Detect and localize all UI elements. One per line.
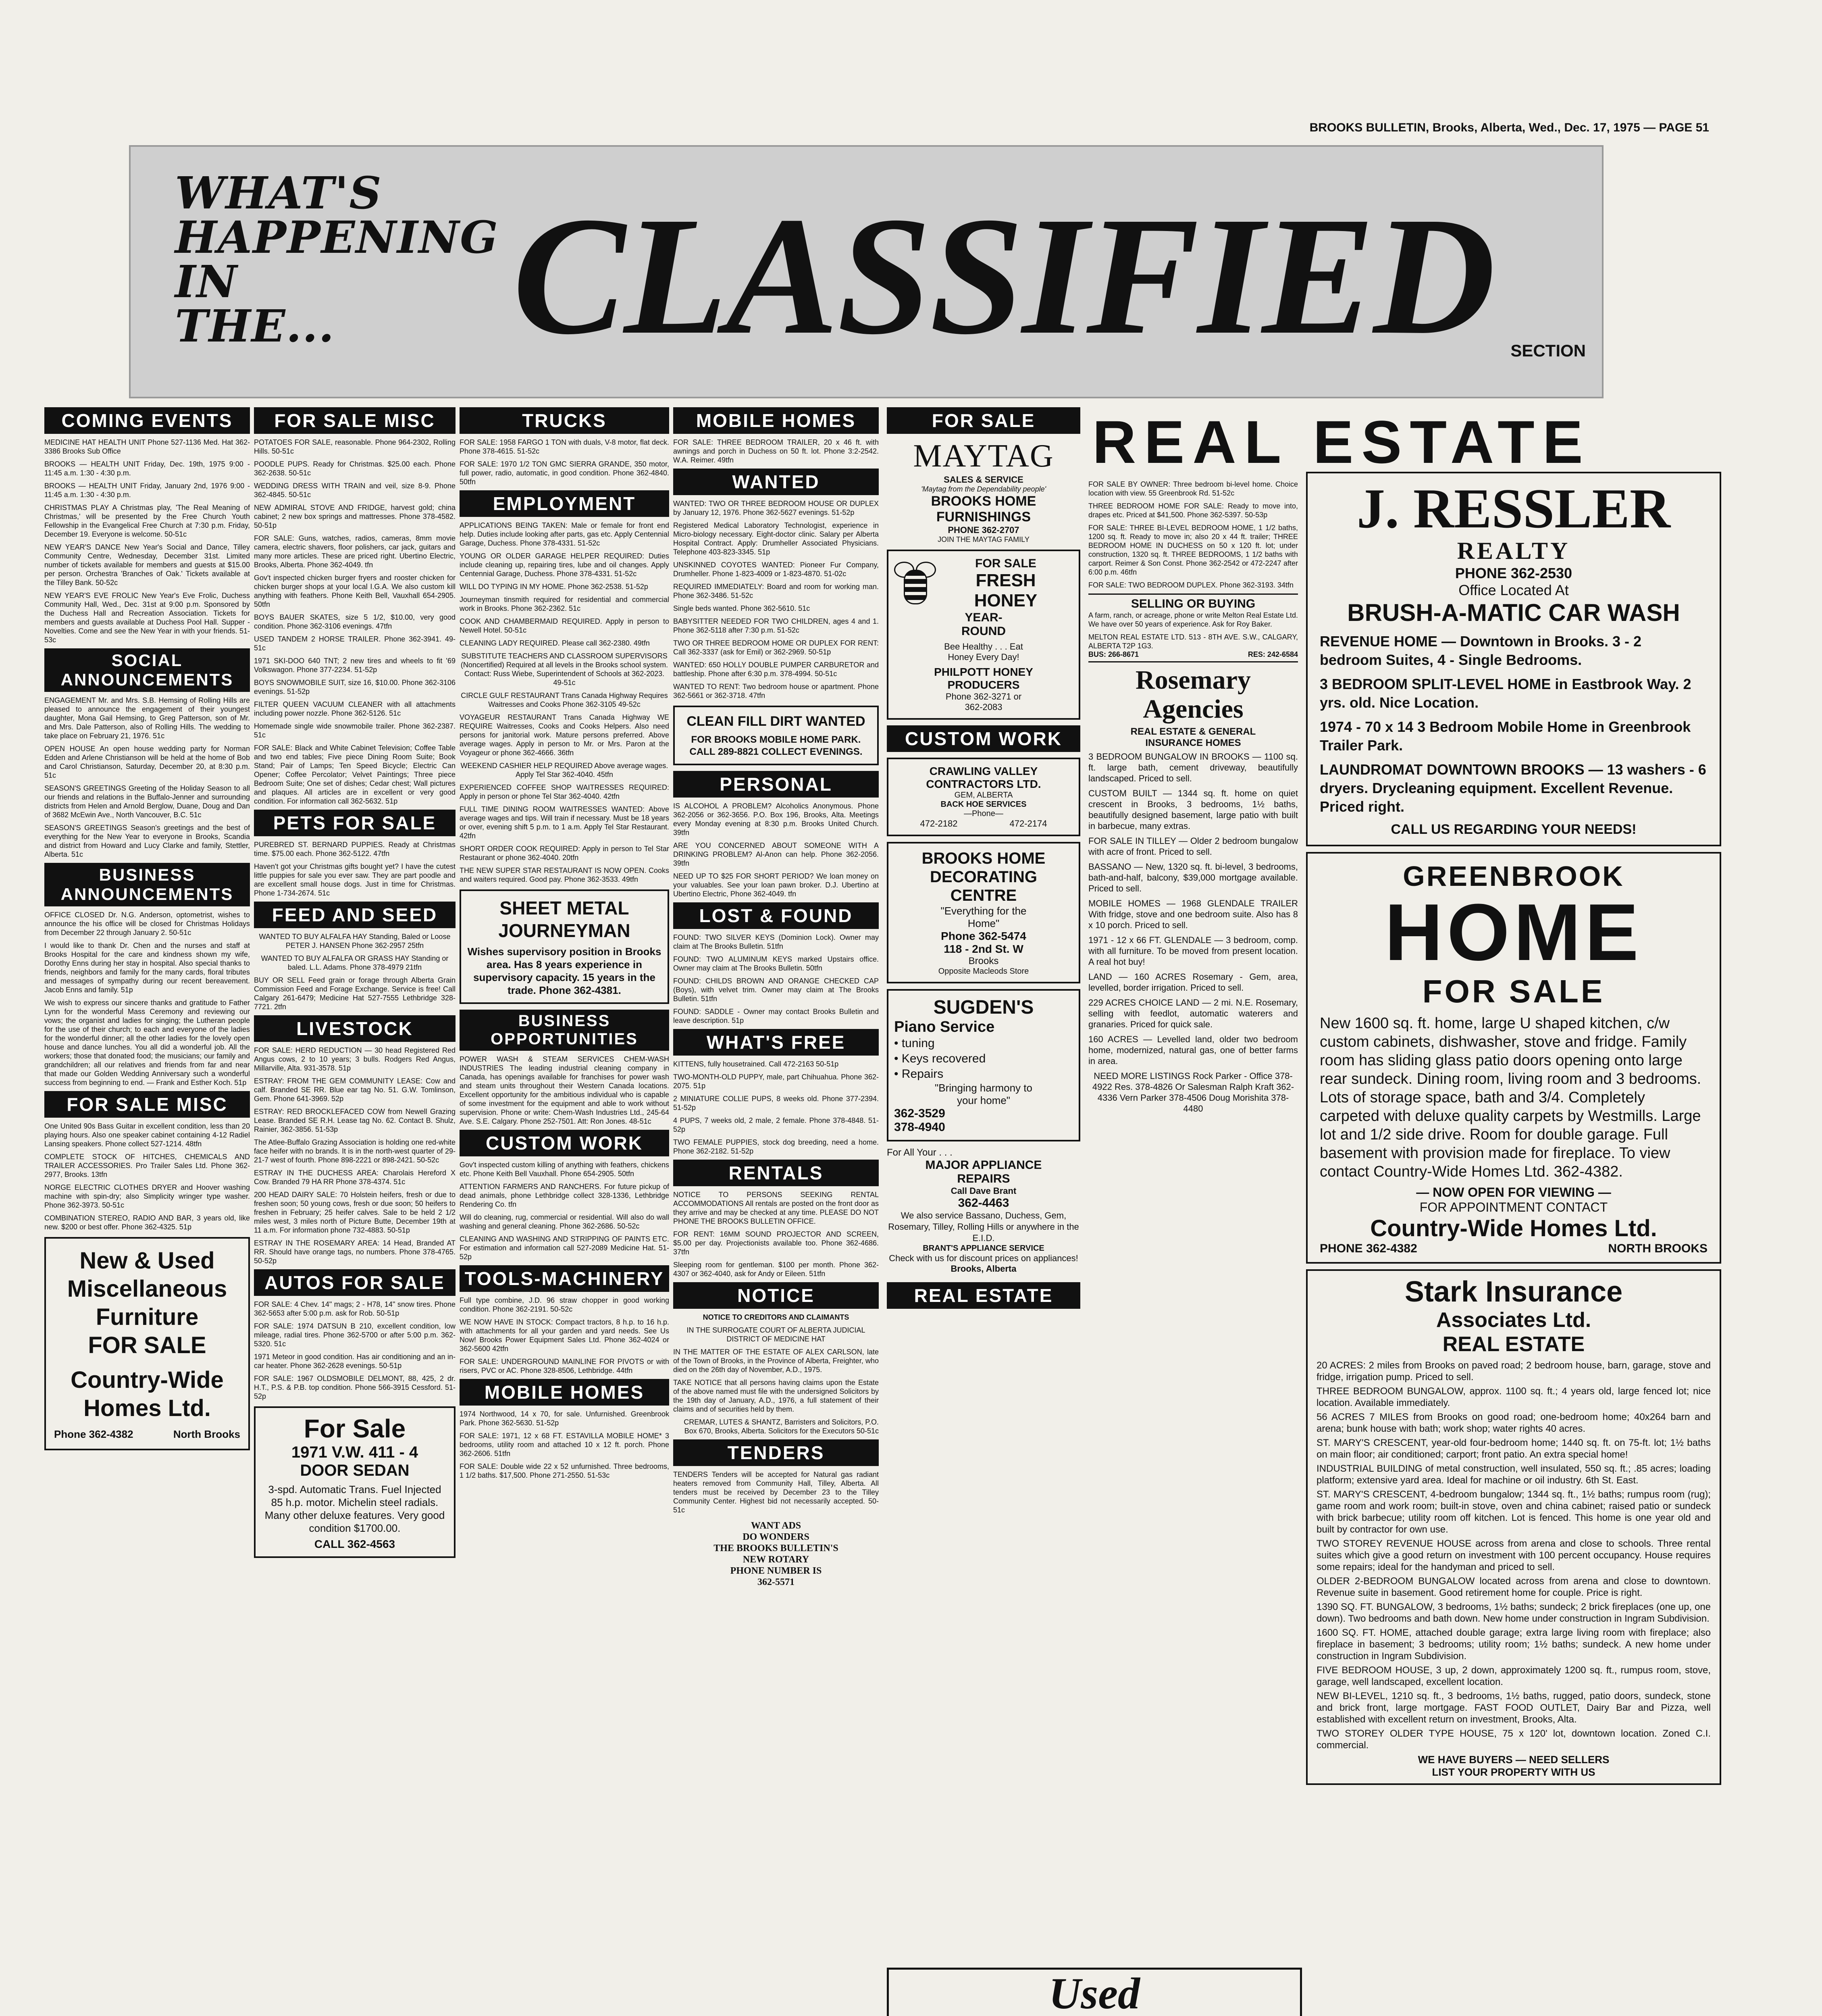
rosemary-listing: FOR SALE IN TILLEY — Older 2 bedroom bungalow with acre of front. Priced to sell.: [1088, 836, 1298, 857]
rosemary-listing: CUSTOM BUILT — 1344 sq. ft. home on quiet crescent in Brooks, 3 bedrooms, 1½ baths, beautifully designed basement, large patio with built in barbecue, many extras.: [1088, 788, 1298, 831]
section-header: TRUCKS: [460, 407, 669, 434]
section-header: SOCIAL ANNOUNCEMENTS: [44, 648, 250, 692]
sugden-bullet: • Repairs: [894, 1067, 944, 1081]
melton-body: A farm, ranch, or acreage, phone or write Melton Real Estate Ltd. We have over 50 years of experience. Ask for Roy Baker.: [1088, 611, 1298, 628]
classified-ad: POODLE PUPS. Ready for Christmas. $25.00 each. Phone 362-2638. 50-51c: [254, 460, 456, 477]
rosemary-listing: MOBILE HOMES — 1968 GLENDALE TRAILER With fridge, stove and one bedroom suite. Also has 8 x 10 porch. Priced to sell.: [1088, 898, 1298, 930]
classified-ad: TWO OR THREE BEDROOM HOME OR DUPLEX FOR RENT: Call 362-3337 (ask for Emil) or 362-2969. 50-51p: [673, 639, 879, 656]
honey-phone: Phone 362-3271 or: [945, 691, 1022, 702]
rosemary-listing: 3 BEDROOM BUNGALOW IN BROOKS — 1100 sq. ft. large bath, cement driveway, beautifully landscaped. Priced to sell.: [1088, 752, 1298, 783]
greenbrook-body: New 1600 sq. ft. home, large U shaped kitchen, c/w custom cabinets, dishwasher, stove and fridge. Family room has sliding glass patio doors opening onto large rear sundeck. Dining room, living room and 3 bedrooms. Lots of storage space, bath and 3/4. Completely carpeted with deluxe quality carpets by Westmills. Large lot and 1/2 side drive. Room for double garage. Full basement with provision made for fireplace. To view contact Country-Wide Homes Ltd. 362-4382.: [1320, 1015, 1701, 1180]
classified-ad: 1971 Meteor in good condition. Has air conditioning and an in-car heater. Phone 362-2628 evenings. 50-51p: [254, 1353, 456, 1370]
section-header: CUSTOM WORK: [460, 1130, 669, 1156]
crawling-phone: 472-2174: [1009, 818, 1047, 829]
classified-ad: PUREBRED ST. BERNARD PUPPIES. Ready at Christmas time. $75.00 each. Phone 362-5122. 47tfn: [254, 841, 456, 858]
stark-listing: TWO STOREY REVENUE HOUSE across from arena and close to schools. Three rental suites which give a good return on investment with 100 percent occupancy. House requires some repairs; ideal for the handyman and priced to sell.: [1317, 1538, 1711, 1572]
sugden-phone: 378-4940: [894, 1120, 945, 1134]
classified-ad: BABYSITTER NEEDED FOR TWO CHILDREN, ages 4 and 1. Phone 362-5118 after 7:30 p.m. 51-52c: [673, 617, 879, 634]
want-ads-line: DO WONDERS: [743, 1532, 809, 1542]
furniture-company: Homes Ltd.: [83, 1395, 211, 1421]
honey-ad: [887, 550, 1080, 720]
car-ad-model: DOOR SEDAN: [300, 1462, 410, 1479]
section-header: BUSINESS OPPORTUNITIES: [460, 1010, 669, 1051]
section-header: TENDERS: [673, 1439, 879, 1466]
bee-icon: [894, 558, 934, 610]
stark-listing: THREE BEDROOM BUNGALOW, approx. 1100 sq. ft.; 4 years old, large fenced lot; nice location. Available immediately.: [1317, 1386, 1711, 1408]
classified-ad: 2 MINIATURE COLLIE PUPS, 8 weeks old. Phone 377-2394. 51-52p: [673, 1095, 879, 1112]
classified-ad: FOR SALE BY OWNER: Three bedroom bi-level home. Choice location with view. 55 Greenbrook Rd. 51-52c: [1088, 480, 1298, 497]
classified-ad: Registered Medical Laboratory Technologist, experience in Micro-biology necessary. Eight-doctor clinic. Salary per Alberta Hospital Contract. Apply: Drumheller Associated Physicians. Telephone 403-823-3345. 51p: [673, 521, 879, 556]
classified-ad: OPEN HOUSE An open house wedding party for Norman Edden and Arlene Christianson will be held at the home of Bob and Carol Christianson, Saturday, December 20, at 8:30 p.m. 51c: [44, 745, 250, 779]
classified-ad: UNSKINNED COYOTES WANTED: Pioneer Fur Company, Drumheller. Phone 1-823-4009 or 1-823-4870. 51-02c: [673, 561, 879, 578]
column-2: [254, 403, 456, 2016]
stark-listing: TWO STOREY OLDER TYPE HOUSE, 75 x 120' lot, downtown location. Zoned C.I. commercial.: [1317, 1728, 1711, 1751]
sugden-bullet: • tuning: [894, 1037, 935, 1050]
stark-sub: REAL ESTATE: [1442, 1333, 1585, 1356]
stark-listing: OLDER 2-BEDROOM BUNGALOW located across from arena and close to downtown. Revenue suite in basement. Good retirement home for couple. Price is right.: [1317, 1576, 1711, 1598]
classified-ad: WANTED TO BUY ALFALFA OR GRASS HAY Standing or baled. L.L. Adams. Phone 378-4979 21tfn: [261, 954, 449, 971]
classified-ad: FOUND: TWO ALUMINUM KEYS marked Upstairs office. Owner may claim at The Brooks Bulletin. 50tfn: [673, 955, 879, 972]
classified-ad: SHORT ORDER COOK REQUIRED: Apply in person to Tel Star Restaurant or phone 362-4040. 20tfn: [460, 845, 669, 862]
classified-ad: WEDDING DRESS WITH TRAIN and veil, size 8-9. Phone 362-4845. 50-51c: [254, 482, 456, 499]
rosemary-agencies-ad: [1088, 666, 1298, 749]
classified-ad: KITTENS, fully housetrained. Call 472-2163 50-51p: [673, 1060, 839, 1068]
crawling-phone: 472-2182: [920, 818, 958, 829]
classified-ad: WEEKEND CASHIER HELP REQUIRED Above average wages. Apply Tel Star 362-4040. 45tfn: [460, 762, 668, 779]
classified-ad: OFFICE CLOSED Dr. N.G. Anderson, optometrist, wishes to announce the his office will be closed for Christmas Holidays from December 22 through January 2. 50-51c: [44, 911, 250, 937]
classified-ad: ARE YOU CONCERNED ABOUT SOMEONE WITH A DRINKING PROBLEM? Al-Anon can help. Phone 362-2056. 39tfn: [673, 841, 879, 867]
stark-list: LIST YOUR PROPERTY WITH US: [1432, 1766, 1595, 1778]
decorating-centre-ad: [887, 842, 1080, 983]
furniture-company: Country-Wide: [71, 1367, 224, 1393]
want-ads-phone: 362-5571: [757, 1577, 795, 1587]
classified-ad: THREE BEDROOM HOME FOR SALE: Ready to move into, drapes etc. Priced at $41,500. Phone 362-5397. 50-53p: [1088, 502, 1298, 519]
section-header: LIVESTOCK: [254, 1015, 456, 1042]
stark-listing: 56 ACRES 7 MILES from Brooks on good road; one-bedroom home; 40x264 barn and arena; bunk house with bath; work shop; water rights 40 acres.: [1317, 1412, 1711, 1434]
sheet-metal-ad: [460, 889, 669, 1004]
appliance-title: MAJOR APPLIANCE: [925, 1158, 1042, 1172]
greenbrook-company: Country-Wide Homes Ltd.: [1370, 1215, 1657, 1241]
classified-ad: Haven't got your Christmas gifts bought yet? I have the cutest little puppies for sale you ever saw. They are part poodle and are excellent small house dogs. Just in time for Christmas. Phone 1-734-2674. 51c: [254, 862, 456, 897]
honey-producer: PRODUCERS: [947, 679, 1020, 691]
classified-ad: FOR SALE: TWO BEDROOM DUPLEX. Phone 362-3193. 34tfn: [1088, 581, 1294, 589]
greenbrook-open: — NOW OPEN FOR VIEWING —: [1416, 1185, 1611, 1200]
classified-ad: I would like to thank Dr. Chen and the nurses and staff at Brooks Hospital for the care and kindness shown my wife, Dorothy Enns during her stay in hospital. Also special thanks to friends, neighbors and family for the many cards, floral tributes and messages of sympathy during our recent bereavement. Jacob Enns and family. 51p: [44, 941, 250, 994]
banner-title: CLASSIFIED: [512, 182, 1494, 369]
crawling-name: CONTRACTORS LTD.: [926, 778, 1041, 790]
rosemary-contact: NEED MORE LISTINGS Rock Parker - Office 378-4922 Res. 378-4826 Or Salesman Ralph Kraft 362-4336 Vern Parker 378-4506 Doug Morishita 378-4480: [1092, 1071, 1294, 1114]
section-header: WANTED: [673, 469, 879, 495]
classified-ad: YOUNG OR OLDER GARAGE HELPER REQUIRED: Duties include cleaning up, repairing tires, lube and oil changes. Apply Centennial Garage, Duchess. Phone 378-4331. 51-52c: [460, 552, 669, 578]
classified-ad: BROOKS — HEALTH UNIT Friday, Dec. 19th, 1975 9:00 - 11:45 a.m. 1:30 - 4:30 p.m.: [44, 460, 250, 477]
used-title: Used: [1048, 1969, 1140, 2016]
classified-ad: WILL DO TYPING IN MY HOME. Phone 362-2538. 51-52p: [460, 583, 648, 591]
stark-listing: ST. MARY'S CRESCENT, year-old four-bedroom home; 1440 sq. ft. on 75-ft. lot; 1½ baths on main floor; air conditioned; carport; front patio. An extra special home!: [1317, 1437, 1711, 1460]
section-header: FOR SALE MISC: [44, 1091, 250, 1118]
column-5: [887, 403, 1080, 2016]
classified-ad: BUY OR SELL Feed grain or forage through Alberta Grain Commission Feed and Forage Exchange. Service is free! Call Calgary 261-6479; Medicine Hat 527-7555 Lethbridge 328-7721. 2tfn: [254, 976, 456, 1011]
section-header: MOBILE HOMES: [673, 407, 879, 434]
sugden-slogan: "Bringing harmony to: [935, 1082, 1032, 1094]
maytag-store: FURNISHINGS: [936, 509, 1031, 525]
section-header: WHAT'S FREE: [673, 1029, 879, 1056]
classified-ad: ESTRAY: FROM THE GEM COMMUNITY LEASE: Cow and calf. Branded SE RR. Blue ear tag No. 51. G.W. Tomlinson, Gem. Phone 641-3969. 52p: [254, 1077, 456, 1103]
crawling-name: CRAWLING VALLEY: [929, 765, 1038, 777]
maytag-sub: SALES & SERVICE: [944, 475, 1023, 485]
column-4: [673, 403, 879, 2016]
section-header: EMPLOYMENT: [460, 490, 669, 517]
stark-name: Associates Ltd.: [1436, 1308, 1591, 1332]
classified-ad: ESTRAY IN THE ROSEMARY AREA: 14 Head, Branded AT RR. Should have orange tags, no numbers. Phone 378-4765. 50-52p: [254, 1239, 456, 1265]
classified-ad: WANTED TO RENT: Two bedroom house or apartment. Phone 362-5661 or 362-3718. 47tfn: [673, 683, 879, 700]
classified-ad: USED TANDEM 2 HORSE TRAILER. Phone 362-3941. 49-51c: [254, 635, 456, 652]
ressler-call: CALL US REGARDING YOUR NEEDS!: [1391, 822, 1637, 837]
classified-ad: We wish to express our sincere thanks and gratitude to Father Lynn for the wonderful Mass Ceremony and reviewing our vows; the organist and ladies for singing; the Lutheran people for the use of their church; to each and everyone of the ladies for the wonderful dinner; all the other ladies for the lovely open house and dance lunches. You all did a wonderful job. All the workers; those that donated food; the musicians; our family and grandchildren; all our relatives and friends from far and near that made our Golden Wedding Anniversary such a wonderful success from beginning to end. — Frank and Esther Koch. 51p: [44, 999, 250, 1087]
section-header: NOTICE: [673, 1282, 879, 1309]
decorating-slogan: "Everything for the: [940, 905, 1027, 917]
section-header: MOBILE HOMES: [460, 1379, 669, 1406]
decorating-name: BROOKS HOME: [921, 850, 1046, 867]
fill-dirt-title: CLEAN FILL DIRT WANTED: [686, 714, 865, 729]
appliance-intro: For All Your . . .: [887, 1147, 953, 1158]
section-header: REAL ESTATE: [887, 1282, 1080, 1309]
classified-ad: COMBINATION STEREO, RADIO AND BAR, 3 years old, like new. $200 or best offer. Phone 362-4325. 51p: [44, 1214, 250, 1231]
appliance-contact: Call Dave Brant: [951, 1186, 1017, 1196]
crawling-phone-label: —Phone—: [964, 809, 1003, 818]
classified-ad: SEASON'S GREETINGS Greeting of the Holiday Season to all our friends and relations in the Buffalo-Jenner and surrounding districts from Helen and Arnold Berglow, Duane, Doug and Dan of 3682 McEwin Ave., North Vancouver, B.C. 51c: [44, 784, 250, 819]
rosemary-listing: 160 ACRES — Levelled land, older two bedroom home, modernized, natural gas, one of better farms in area.: [1088, 1034, 1298, 1066]
car-ad-title: For Sale: [304, 1414, 406, 1443]
stark-insurance-ad: [1306, 1269, 1721, 1785]
sugden-bullet-text: tuning: [901, 1037, 935, 1050]
classified-ad: CIRCLE GULF RESTAURANT Trans Canada Highway Requires Waitresses and Cooks Phone 362-3105 49-52c: [461, 691, 668, 708]
classified-ad: ESTRAY: RED BROCKLEFACED COW from Newell Grazing Lease. Branded SE R.H. Lease tag No. 62. Contact B. Shulz, Rainier, 362-3856. 51-53p: [254, 1108, 456, 1133]
greenbrook-title: GREENBROOK: [1403, 860, 1624, 892]
classified-ad: FOR SALE: 1971, 12 x 68 FT. ESTAVILLA MOBILE HOME* 3 bedrooms, utility room and attached 10 x 12 ft. porch. Phone 362-2606. 51tfn: [460, 1432, 669, 1458]
section-header: FOR SALE: [887, 407, 1080, 434]
classified-ad: Gov't inspected chicken burger fryers and rooster chicken for chicken burger shops at your local I.G.A. We also custom kill anything with feathers. Phone Keith Bell, Vauxhall 654-2905. 50tfn: [254, 574, 456, 608]
classified-ad: ESTRAY IN THE DUCHESS AREA: Charolais Hereford X Cow. Branded 79 HA RR Phone 378-4374. 51c: [254, 1169, 456, 1186]
classified-ad: TENDERS Tenders will be accepted for Natural gas radiant heaters removed from Community Hall, Tilley, Alberta. All tenders must be received by December 23 to the Tilley Community Center. Highest bid not necessarily accepted. 50-51c: [673, 1470, 879, 1514]
classified-ad: FOR SALE: Double wide 22 x 52 unfurnished. Three bedrooms, 1 1/2 baths. $17,500. Phone 271-2550. 51-53c: [460, 1462, 669, 1479]
column-7: [1306, 472, 1721, 2016]
classified-ad: TAKE NOTICE that all persons having claims upon the Estate of the above named must file with the undersigned Solicitors by the 19th day of January, A.D., 1976, a full statement of their claims and of securities held by them.: [673, 1379, 879, 1413]
greenbrook-home-ad: [1306, 852, 1721, 1264]
classified-ad: IN THE MATTER OF THE ESTATE OF ALEX CARLSON, late of the Town of Brooks, in the Province of Alberta, Freighter, who died on the 26th day of November, A.D., 1975.: [673, 1348, 879, 1374]
classified-ad: SEASON'S GREETINGS Season's greetings and the best of everything for the New Year to everyone in Brooks, Scandia and district from Howard and Lucy Clarke and family, Stettler, Alberta. 51c: [44, 824, 250, 858]
honey-line: YEAR-: [965, 611, 1003, 624]
classified-ad: Single beds wanted. Phone 362-5610. 51c: [673, 604, 810, 612]
classified-ad: 200 HEAD DAIRY SALE: 70 Holstein heifers, fresh or due to freshen soon; 50 young cows, fresh or due soon; 50 heifers to freshen in February; 25 heifer calves. Sale to be held 2 1/2 miles west, 3 miles north of Picture Butte, December 19th at 11 a.m. For information phone 732-4883. 50-51p: [254, 1191, 456, 1234]
classified-ad: THE NEW SUPER STAR RESTAURANT IS NOW OPEN. Cooks and waiters required. Good pay. Phone 362-3533. 49tfn: [460, 866, 669, 883]
section-header: COMING EVENTS: [44, 407, 250, 434]
classified-ad: BROOKS — HEALTH UNIT Friday, January 2nd, 1976 9:00 - 11:45 a.m. 1:30 - 4:30 p.m.: [44, 482, 250, 499]
stark-listing: FIVE BEDROOM HOUSE, 3 up, 2 down, approximately 1200 sq. ft., rumpus room, stove, garage, well landscaped, excellent location.: [1317, 1665, 1711, 1687]
classified-ad: CREMAR, LUTES & SHANTZ, Barristers and Solicitors, P.O. Box 670, Brooks, Alberta. Solicitors for the Executors 50-51c: [684, 1418, 879, 1435]
sugden-piano-ad: [887, 989, 1080, 1141]
honey-slogan: Honey Every Day!: [948, 652, 1019, 662]
honey-phone: 362-2083: [965, 702, 1003, 712]
appliance-shop-note: Check with us for discount prices on appliances!: [889, 1253, 1078, 1263]
used-mobile-home-ad: [887, 1968, 1302, 2016]
classified-ad: FOR SALE: UNDERGROUND MAINLINE FOR PIVOTS or with risers, PVC or AC. Phone 328-8506, Lethbridge. 44tfn: [460, 1358, 669, 1375]
honey-producer: PHILPOTT HONEY: [934, 666, 1033, 678]
classified-ad: WANTED: 650 HOLLY DOUBLE PUMPER CARBURETOR and battleship. Phone after 6:30 p.m. 378-4994. 50-51c: [673, 661, 879, 678]
column-3: [460, 403, 669, 2016]
classified-ad: NEED UP TO $25 FOR SHORT PERIOD? We loan money on your valuables. See your loan pawn broker. D.J. Ubertino at Ubertino Electric, Phone 362-4049. tfn: [673, 872, 879, 898]
maytag-logo: MAYTAG: [913, 438, 1054, 474]
classified-ad: WANTED: TWO OR THREE BEDROOM HOUSE OR DUPLEX by January 12, 1976. Phone 362-5627 evenings. 51-52p: [673, 500, 879, 516]
classified-ad: POTATOES FOR SALE, reasonable. Phone 964-2302, Rolling Hills. 50-51c: [254, 438, 456, 455]
classified-ad: VOYAGEUR RESTAURANT Trans Canada Highway WE REQUIRE Waitresses, Cooks and Cooks Helpers. Also need persons for janitorial work. Mature persons preferred. Above average wages. Apply in person to Mr. or Mrs. Paron at the Voyageur or phone 362-4666. 36tfn: [460, 713, 669, 757]
decorating-town: Brooks: [968, 956, 999, 966]
classified-ad: 4 PUPS, 7 weeks old, 2 male, 2 female. Phone 378-4848. 51-52p: [673, 1116, 879, 1133]
greenbrook-town: NORTH BROOKS: [1608, 1242, 1708, 1255]
honey-line: FOR SALE: [975, 557, 1036, 570]
car-for-sale-ad: [254, 1406, 456, 1558]
ressler-listing: REVENUE HOME — Downtown in Brooks. 3 - 2 bedroom Suites, 4 - Single Bedrooms.: [1320, 633, 1642, 668]
furniture-line: Miscellaneous: [67, 1276, 227, 1302]
classified-ad: Homemade single wide snowmobile trailer. Phone 362-2387. 51c: [254, 722, 456, 739]
furniture-line: New & Used: [79, 1248, 215, 1274]
rosemary-sub: REAL ESTATE & GENERAL INSURANCE HOMES: [1130, 726, 1256, 748]
rosemary-listing: 229 ACRES CHOICE LAND — 2 mi. N.E. Rosemary, selling with feedlot, automatic waterers and granaries. Priced for quick sale.: [1088, 998, 1298, 1029]
want-ads-line: WANT ADS: [751, 1520, 801, 1531]
classified-ad: One United 90s Bass Guitar in excellent condition, less than 20 playing hours. Also one speaker cabinet containing 4-12 Radiel Lansing speakers. Phone collect 527-1214. 48tfn: [44, 1122, 250, 1148]
classified-ad: NEW YEAR'S DANCE New Year's Social and Dance, Tilley Community Centre, Wednesday, December 31st. Limited number of tickets available for members and guests at $15.00 per person. Orchestra 'Branches of Oak.' Tickets available at the Tilley Bank. 50-52c: [44, 543, 250, 587]
classified-ad: Gov't inspected custom killing of anything with feathers, chickens etc. Phone Keith Bell Vauxhall. Phone 654-2905. 50tfn: [460, 1161, 669, 1178]
section-header: CUSTOM WORK: [887, 725, 1080, 752]
classified-ad: Full type combine, J.D. 96 straw chopper in good working condition. Phone 362-2191. 50-52c: [460, 1296, 669, 1313]
melton-bus-phone: BUS: 266-8671: [1088, 650, 1139, 658]
crawling-town: GEM, ALBERTA: [954, 791, 1013, 800]
rosemary-listing: BASSANO — New, 1320 sq. ft. bi-level, 3 bedrooms, bath-and-half, balcony, $39,000 mortgage available. Priced to sell.: [1088, 862, 1298, 893]
appliance-repair-ad: [887, 1147, 1080, 1274]
stark-name: Stark Insurance: [1404, 1276, 1623, 1308]
section-header: TOOLS-MACHINERY: [460, 1265, 669, 1292]
decorating-name: CENTRE: [950, 887, 1017, 904]
sugden-name: SUGDEN'S: [933, 997, 1034, 1018]
classified-ad: FOR SALE: 1967 OLDSMOBILE DELMONT, 88, 425, 2 dr. H.T., P.S. & P.B. top condition. Phone 566-3915 Cessford. 51-52p: [254, 1375, 456, 1400]
sheet-metal-body: Wishes supervisory position in Brooks area. Has 8 years experience in supervisory capacity. 15 years in the trade. Phone 362-4381.: [467, 946, 661, 996]
maytag-ad: [887, 438, 1080, 544]
ressler-name: J. RESSLER: [1356, 477, 1671, 540]
ressler-listing: LAUNDROMAT DOWNTOWN BROOKS — 13 washers - 6 dryers. Drycleaning equipment. Excellent Revenue. Priced right.: [1320, 761, 1706, 815]
banner-section: SECTION: [1510, 341, 1586, 360]
appliance-body: We also service Bassano, Duchess, Gem, Rosemary, Tilley, Rolling Hills or anywhere in the E.I.D.: [888, 1210, 1079, 1243]
ressler-realty-ad: [1306, 472, 1721, 846]
sugden-slogan: your home": [957, 1094, 1011, 1106]
rosemary-name: Agencies: [1143, 694, 1244, 724]
section-header: PETS FOR SALE: [254, 810, 456, 836]
classified-ad: FOUND: CHILDS BROWN AND ORANGE CHECKED CAP (Boys), with velvet trim. Owner may claim at The Brooks Bulletin. 51tfn: [673, 977, 879, 1003]
classified-ad: FOR SALE: THREE BEDROOM TRAILER, 20 x 46 ft. with awnings and porch in Duchess on 50 ft. lot. Phone 3:2-2542. W.A. Reimer. 49tfn: [673, 438, 879, 464]
honey-slogan: Bee Healthy . . . Eat: [944, 641, 1023, 652]
fill-dirt-body: FOR BROOKS MOBILE HOME PARK. CALL 289-8821 COLLECT EVENINGS.: [689, 734, 863, 757]
melton-ad: [1088, 594, 1298, 662]
maytag-slogan: 'Maytag from the Dependability people': [921, 485, 1046, 493]
classified-ad: FILTER QUEEN VACUUM CLEANER with all attachments including power nozzle. Phone 362-5126. 51c: [254, 700, 456, 717]
melton-res-phone: RES: 242-6584: [1248, 650, 1298, 658]
classified-ad: MEDICINE HAT HEALTH UNIT Phone 527-1136 Med. Hat 362-3386 Brooks Sub Office: [44, 438, 250, 455]
classified-ad: BOYS SNOWMOBILE SUIT, size 16, $10.00. Phone 362-3106 evenings. 51-52p: [254, 679, 456, 696]
honey-line: FRESH: [975, 571, 1036, 590]
want-ads-line: PHONE NUMBER IS: [730, 1566, 822, 1576]
car-ad-body: 3-spd. Automatic Trans. Fuel Injected 85 h.p. motor. Michelin steel radials. Many other deluxe features. Very good condition $1700.00.: [264, 1483, 445, 1534]
melton-title: SELLING OR BUYING: [1131, 597, 1256, 610]
ressler-phone: PHONE 362-2530: [1455, 565, 1572, 581]
classified-ad: APPLICATIONS BEING TAKEN: Male or female for front end help. Duties include looking after parts, gas etc. Apply Centennial Garage, Duchess. Phone 378-4331. 51-52c: [460, 521, 669, 547]
crawling-valley-ad: [887, 758, 1080, 836]
sugden-bullet-text: Keys recovered: [901, 1052, 986, 1065]
classified-ad: 1974 Northwood, 14 x 70, for sale. Unfurnished. Greenbrook Park. Phone 362-5630. 51-52p: [460, 1410, 669, 1427]
classified-ad: NORGE ELECTRIC CLOTHES DRYER and Hoover washing machine with spin-dry; also Simplicity wringer type washer. Phone 362-3973. 50-51c: [44, 1183, 250, 1209]
classified-ad: CLEANING AND WASHING AND STRIPPING OF PAINTS ETC. For estimation and information call 527-2089 Medicine Hat. 51-52p: [460, 1235, 669, 1261]
classified-ad: FOR SALE: 1974 DATSUN B 210, excellent condition, low mileage, radial tires. Phone 362-5700 or after 5:00 p.m. 362-5320. 51c: [254, 1322, 456, 1348]
classified-ad: FOUND: SADDLE - Owner may contact Brooks Bulletin and leave description. 51p: [673, 1008, 879, 1025]
classified-ad: FULL TIME DINING ROOM WAITRESSES WANTED: Above average wages and tips. Will train if necessary. Must be 18 years or over, evening shift 5 p.m. to 1 a.m. Apply Tel Star Restaurant. 42tfn: [460, 805, 669, 840]
classified-ad: WANTED TO BUY ALFALFA HAY Standing, Baled or Loose PETER J. HANSEN Phone 362-2957 25tfn: [259, 933, 451, 950]
ressler-realty: REALTY: [1457, 537, 1570, 564]
classified-ad: The Atlee-Buffalo Grazing Association is holding one red-white face heifer with no brands. It is in the north-west quarter of 29-21-7 west of fourth. Phone 898-2221 or 898-2421. 50-52c: [254, 1138, 456, 1164]
section-header: PERSONAL: [673, 771, 879, 798]
stark-listing: ST. MARY'S CRESCENT, 4-bedroom bungalow; 1344 sq. ft., 1½ baths; rumpus room (rug); game room and work room; built-in stove, oven and china cabinet; raised patio or sundeck with brick barbecue; utility room off kitchen. Lot is fenced. This home is one year old and built by contractor for own use.: [1317, 1489, 1711, 1535]
greenbrook-appt: FOR APPOINTMENT CONTACT: [1419, 1200, 1608, 1214]
appliance-phone: 362-4463: [958, 1196, 1009, 1210]
furniture-line: FOR SALE: [88, 1332, 206, 1358]
fill-dirt-ad: [673, 706, 879, 765]
classified-ad: COOK AND CHAMBERMAID REQUIRED. Apply in person to Newell Hotel. 50-51c: [460, 617, 669, 634]
classified-ad: FOR SALE: Black and White Cabinet Television; Coffee Table and two end tables; Five piece Dining Room Suite; Book Stand; Pair of Lamps; Ten Speed Bicycle; Electric Can Opener; Coffee Percolator; Velvet Paintings; Three piece Bedroom Suite; One set of dishes; Cedar chest; Wall pictures and plaques. All articles are in excellent or very good condition. For information call 362-5632. 51p: [254, 744, 456, 805]
classified-ad: IS ALCOHOL A PROBLEM? Alcoholics Anonymous. Phone 362-2056 or 362-3656. P.O. Box 196, Brooks, Alta. Meetings every Monday evening at 8:30 p.m. Brooks United Church. 39tfn: [673, 802, 879, 837]
sugden-service: Piano Service: [894, 1018, 995, 1035]
classified-ad: TWO FEMALE PUPPIES, stock dog breeding, need a home. Phone 362-2182. 51-52p: [673, 1138, 879, 1155]
classified-ad: ATTENTION FARMERS AND RANCHERS. For future pickup of dead animals, phone Lethbridge collect 328-1336, Lethbridge Rendering Co. tfn: [460, 1183, 669, 1208]
classified-ad: EXPERIENCED COFFEE SHOP WAITRESSES REQUIRED: Apply in person or phone Tel Star 362-4040. 42tfn: [460, 783, 669, 800]
decorating-name: DECORATING: [930, 868, 1037, 886]
sugden-bullet-text: Repairs: [901, 1067, 944, 1081]
stark-listing: 1600 SQ. FT. HOME, attached double garage; extra large living room with fireplace; also fireplace in basement; 3 bedrooms; utility room; 1½ baths; sundeck. A new home under construction in Ingram Subdivision.: [1317, 1627, 1711, 1662]
classified-ad: FOR SALE: THREE BI-LEVEL BEDROOM HOME, 1 1/2 baths, 1200 sq. ft. Ready to move in; also 20 x 44 ft. trailer; THREE BEDROOM HOME IN DUCHESS on 50 x 120 ft. lot; under construction, 1320 sq. ft. THREE BEDROOMS, 1 1/2 baths with carport. Reimer & Son Const. Phone 362-2542 or 472-2247 after 6:00 p.m. 46tfn: [1088, 524, 1298, 576]
honey-line: HONEY: [974, 591, 1038, 610]
rosemary-name: Rosemary: [1136, 665, 1251, 695]
classified-ad: POWER WASH & STEAM SERVICES CHEM-WASH INDUSTRIES The leading industrial cleaning company in Canada, has openings available for franchises for power wash and steam units throughout their Western Canada locations. Excellent opportunity for the ambitious individual who is capable of some investment for the equipment and able to work without supervision. Phone or write: Chem-Wash Industries Ltd., 245-64 Ave. S.E. Calgary. Phone 252-7501. Att: Ron Jones. 48-51c: [460, 1055, 669, 1125]
maytag-store: BROOKS HOME: [931, 494, 1036, 509]
crawling-service: BACK HOE SERVICES: [940, 800, 1027, 809]
page-folio: BROOKS BULLETIN, Brooks, Alberta, Wed., Dec. 17, 1975 — PAGE 51: [1309, 121, 1709, 134]
furniture-phone: Phone 362-4382: [54, 1428, 133, 1440]
section-header: FEED AND SEED: [254, 902, 456, 928]
ressler-location: BRUSH-A-MATIC CAR WASH: [1347, 599, 1680, 626]
stark-listing: 1390 SQ. FT. BUNGALOW, 3 bedrooms, 1½ baths; sundeck; 2 brick fireplaces (one up, one down). Two bedrooms and bath down. New home under construction in Ingram Subdivision.: [1317, 1602, 1711, 1624]
greenbrook-title: FOR SALE: [1422, 973, 1605, 1009]
classified-ad: FOR SALE: 1958 FARGO 1 TON with duals, V-8 motor, flat deck. Phone 378-4615. 51-52c: [460, 438, 669, 455]
decorating-slogan: Home": [967, 917, 1000, 929]
decorating-phone: Phone 362-5474: [941, 930, 1026, 942]
classified-ad: 1971 SKI-DOO 640 TNT; 2 new tires and wheels to fit '69 Volkswagon. Phone 377-2234. 51-52p: [254, 657, 456, 674]
classified-ad: ENGAGEMENT Mr. and Mrs. S.B. Hemsing of Rolling Hills are pleased to announce the engagement of their youngest daughter, Mona Gail Hemsing, to Greg Patterson, son of Mr. and Mrs. Dale Patterson, also of Rolling Hills. The wedding to take place on February 21, 1976. 51c: [44, 696, 250, 740]
car-ad-model: 1971 V.W. 411 - 4: [291, 1443, 418, 1461]
rosemary-listing: LAND — 160 ACRES Rosemary - Gem, area, levelled, border irrigation. Priced to sell.: [1088, 972, 1298, 993]
maytag-family: JOIN THE MAYTAG FAMILY: [938, 535, 1030, 544]
sugden-bullet: • Keys recovered: [894, 1052, 986, 1065]
section-header: RENTALS: [673, 1160, 879, 1186]
rosemary-listing: 1971 - 12 x 66 FT. GLENDALE — 3 bedroom, comp. with all furniture. To be moved from present location. A real hot buy!: [1088, 935, 1298, 967]
column-6: [1088, 480, 1298, 2016]
classified-ad: CLEANING LADY REQUIRED. Please call 362-2380. 49tfn: [460, 639, 650, 647]
decorating-location: Opposite Macleods Store: [938, 967, 1029, 976]
car-ad-phone: CALL 362-4563: [314, 1538, 395, 1550]
classified-ad: FOR SALE: 4 Chev. 14" mags; 2 - H78, 14" snow tires. Phone 362-5653 after 5:00 p.m. ask for Rob. 50-51p: [254, 1300, 456, 1317]
sugden-phone: 362-3529: [894, 1107, 945, 1120]
classified-ad: FOR SALE: 1970 1/2 TON GMC SIERRA GRANDE, 350 motor, full power, radio, automatic, in good condition. Phone 362-4840. 50tfn: [460, 460, 669, 486]
section-header: AUTOS FOR SALE: [254, 1269, 456, 1296]
honey-line: ROUND: [961, 625, 1006, 638]
classified-ad: IN THE SURROGATE COURT OF ALBERTA JUDICIAL DISTRICT OF MEDICINE HAT: [686, 1326, 865, 1343]
melton-address: MELTON REAL ESTATE LTD. 513 - 8TH AVE. S.W., CALGARY, ALBERTA T2P 1G3.: [1088, 633, 1298, 650]
classified-ad: NOTICE TO CREDITORS AND CLAIMANTS: [703, 1313, 849, 1321]
section-header: BUSINESS ANNOUNCEMENTS: [44, 863, 250, 906]
section-header: LOST & FOUND: [673, 902, 879, 929]
stark-listing: NEW BI-LEVEL, 1210 sq. ft., 3 bedrooms, 1½ baths, rugged, patio doors, sundeck, stone and brick front, large mortgage. FAST FOOD OUTLET, Dairy Bar and Pizza, well established with excellent return on investment, Brooks, Alta.: [1317, 1691, 1711, 1725]
classified-ad: TWO-MONTH-OLD PUPPY, male, part Chihuahua. Phone 362-2075. 51p: [673, 1073, 879, 1090]
appliance-title: REPAIRS: [957, 1172, 1010, 1185]
ressler-listing: 3 BEDROOM SPLIT-LEVEL HOME in Eastbrook Way. 2 yrs. old. Nice Location.: [1320, 676, 1691, 711]
classified-ad: FOR RENT: 16MM SOUND PROJECTOR AND SCREEN, $5.00 per day. Projectionists available too. Phone 362-4686. 37tfn: [673, 1230, 879, 1256]
furniture-town: North Brooks: [173, 1428, 240, 1440]
classified-ad: Journeyman tinsmith required for residential and commercial work in Brooks. Phone 362-2362. 51c: [460, 596, 669, 612]
classified-ad: WE NOW HAVE IN STOCK: Compact tractors, 8 h.p. to 16 h.p. with attachments for all your garden and yard needs. See Us Now! Brooks Power Equipment Sales Ltd. Phone 362-4024 or 362-5600 42tfn: [460, 1318, 669, 1353]
classified-ad: FOR SALE: HERD REDUCTION — 30 head Registered Red Angus cows, 2 to 10 years; 3 bulls. Rodgers Red Angus, Millarville, Alta. 931-3578. 51p: [254, 1046, 456, 1072]
classified-ad: CHRISTMAS PLAY A Christmas play, 'The Real Meaning of Christmas,' will be presented by the Free Church Youth Fellowship in the Evangelical Free Church at 7:30 p.m. Friday, December 19. Everyone is welcome. 50-51c: [44, 504, 250, 538]
classified-ad: COMPLETE STOCK OF HITCHES, CHEMICALS AND TRAILER ACCESSORIES. Pro Trailer Sales Ltd. Phone 362-2977, Brooks. 13tfn: [44, 1153, 250, 1179]
classified-ad: Sleeping room for gentleman. $100 per month. Phone 362-4307 or 362-4040, ask for Andy or Eileen. 51tfn: [673, 1261, 879, 1278]
greenbrook-title: HOME: [1385, 887, 1643, 977]
classified-ad: SUBSTITUTE TEACHERS AND CLASSROOM SUPERVISORS (Noncertified) Required at all levels in the Brooks school system. Contact: Russ Wiebe, Superintendent of Schools at 362-2023. 49-51c: [460, 652, 668, 687]
classified-ad: REQUIRED IMMEDIATELY: Board and room for working man. Phone 362-3486. 51-52c: [673, 583, 879, 600]
ressler-listing: 1974 - 70 x 14 3 Bedroom Mobile Home in Greenbrook Trailer Park.: [1320, 719, 1691, 754]
classified-ad: BOYS BAUER SKATES, size 5 1/2, $10.00, very good condition. Phone 362-3106 evenings. 47tfn: [254, 613, 456, 630]
appliance-town: Brooks, Alberta: [951, 1264, 1017, 1274]
column-1: [44, 403, 250, 2016]
want-ads-line: THE BROOKS BULLETIN'S: [713, 1543, 838, 1554]
want-ads-promo: [673, 1520, 879, 1588]
real-estate-heading: REAL ESTATE: [1092, 408, 1591, 476]
stark-listing: INDUSTRIAL BUILDING of metal construction, well insulated, 550 sq. ft.; .85 acres; loading platform; extensive yard area. Ideal for machine or oil industry. 6th St. East.: [1317, 1463, 1711, 1486]
classified-ad: FOUND: TWO SILVER KEYS (Dominion Lock). Owner may claim at The Brooks Bulletin. 51tfn: [673, 933, 879, 950]
ressler-office: Office Located At: [1458, 582, 1569, 598]
furniture-line: Furniture: [96, 1304, 199, 1330]
classified-ad: NOTICE TO PERSONS SEEKING RENTAL ACCOMMODATIONS All rentals are posted on the front door as they arrive and may be checked at any time. PLEASE DO NOT PHONE THE BROOKS BULLETIN OFFICE.: [673, 1191, 879, 1225]
classified-ad: FOR SALE: Guns, watches, radios, cameras, 8mm movie camera, electric shavers, floor polishers, car jack, guitars and many more articles. These are priced right. Ubertino Electric, Brooks, Alberta. Phone 362-4049. tfn: [254, 534, 456, 569]
classified-ad: NEW YEAR'S EVE FROLIC New Year's Eve Frolic, Duchess Community Hall, Wed., Dec. 31st at 9:00 p.m. Sponsored by the Duchess Hall and Recreation Association. Tickets for members and guests available at Duchess Pool Hall. Supper - Novelties. Come and see the New Year in with your friends. 51-53c: [44, 591, 250, 644]
sheet-metal-title: SHEET METAL JOURNEYMAN: [498, 898, 630, 941]
stark-buyers: WE HAVE BUYERS — NEED SELLERS: [1418, 1754, 1610, 1766]
want-ads-line: NEW ROTARY: [743, 1554, 809, 1565]
section-header: FOR SALE MISC: [254, 407, 456, 434]
decorating-address: 118 - 2nd St. W: [944, 943, 1023, 955]
maytag-phone: PHONE 362-2707: [948, 525, 1019, 535]
appliance-shop: BRANT'S APPLIANCE SERVICE: [923, 1244, 1044, 1253]
greenbrook-phone: PHONE 362-4382: [1320, 1242, 1417, 1255]
banner-kicker: WHAT'S HAPPENING IN THE...: [175, 167, 499, 352]
classified-banner: [129, 145, 1604, 398]
stark-listing: 20 ACRES: 2 miles from Brooks on paved road; 2 bedroom house, barn, garage, stove and fridge, irrigation pump. Priced to sell.: [1317, 1360, 1711, 1383]
classified-ad: Will do cleaning, rug, commercial or residential. Will also do wall washing and general cleaning. Phone 362-2686. 50-52c: [460, 1213, 669, 1230]
classified-ad: NEW ADMIRAL STOVE AND FRIDGE, harvest gold; china cabinet; 2 new box springs and mattresses. Phone 378-4582. 50-51p: [254, 504, 456, 529]
furniture-ad: [44, 1237, 250, 1450]
